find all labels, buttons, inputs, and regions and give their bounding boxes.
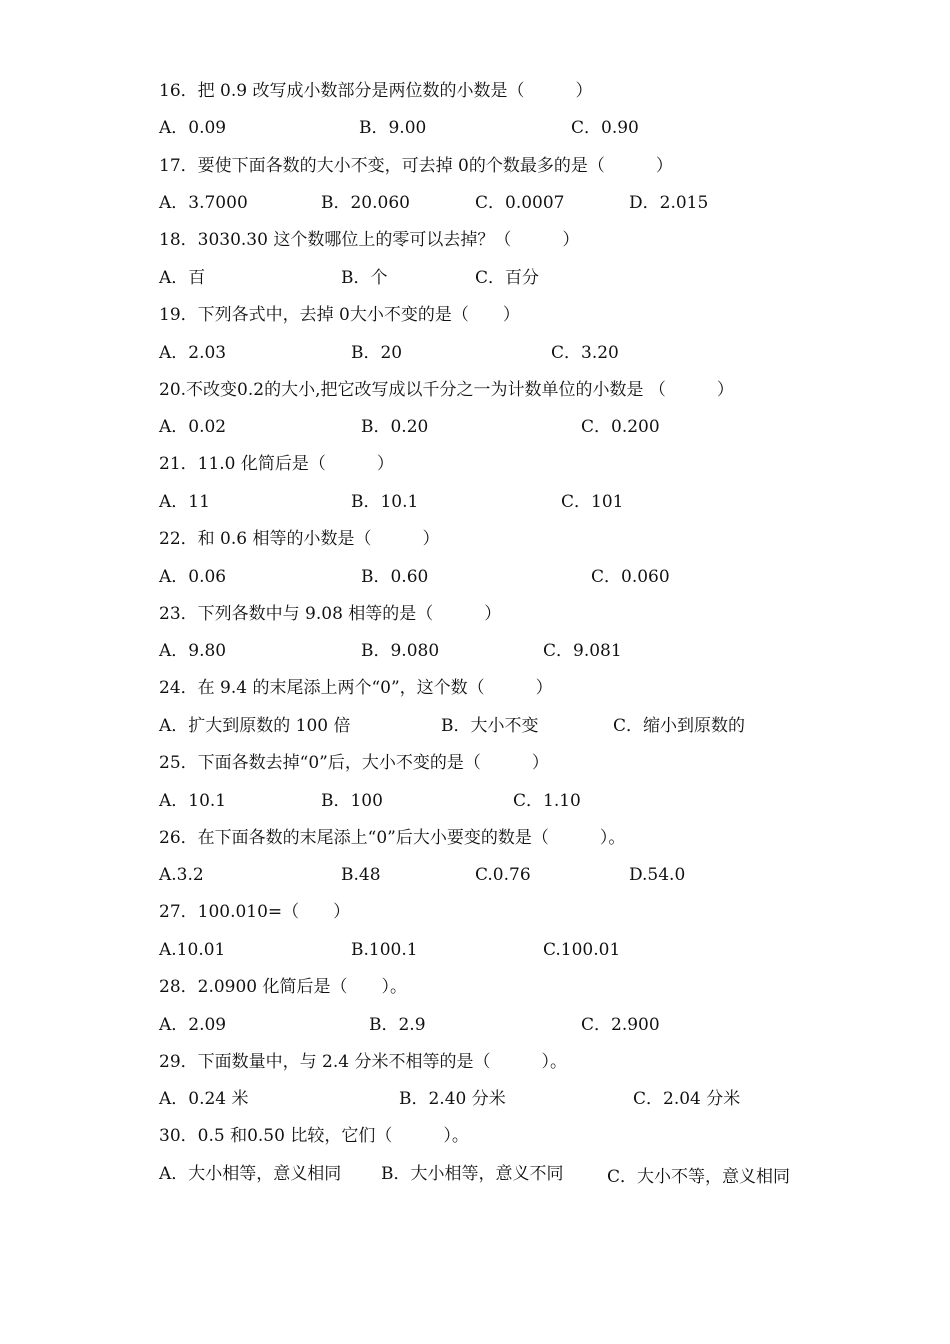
option-b: B．20.060 xyxy=(321,193,410,213)
question-23-stem: 23．下列各数中与 9.08 相等的是（ ） xyxy=(159,604,502,624)
option-b: B．大小不变 xyxy=(441,716,539,736)
question-23-options xyxy=(159,636,819,666)
question-25-options xyxy=(159,786,819,816)
option-a: A．0.02 xyxy=(159,417,227,437)
question-18-options xyxy=(159,263,819,293)
option-d: D．2.015 xyxy=(629,193,709,213)
question-20-options xyxy=(159,412,819,442)
option-a: A．0.09 xyxy=(159,118,227,138)
option-c: C．9.081 xyxy=(543,641,622,661)
question-26-options xyxy=(159,860,819,890)
question-30-stem: 30．0.5 和0.50 比较，它们（ ）。 xyxy=(159,1126,469,1146)
question-22-options xyxy=(159,562,819,592)
option-c: C．0.90 xyxy=(571,118,639,138)
option-b: B．2.40 分米 xyxy=(399,1089,506,1109)
option-c: C．2.04 分米 xyxy=(633,1089,741,1109)
option-a: A．百 xyxy=(159,268,206,288)
option-a: A．2.03 xyxy=(159,343,227,363)
option-b: B．大小相等，意义不同 xyxy=(381,1164,564,1184)
question-20-stem: 20.不改变0.2的大小,把它改写成以千分之一为计数单位的小数是 （ ） xyxy=(159,380,734,400)
option-a: A．10.1 xyxy=(159,791,227,811)
option-a: A．2.09 xyxy=(159,1015,227,1035)
question-24-options xyxy=(159,711,819,741)
question-17-stem: 17．要使下面各数的大小不变，可去掉 0的个数最多的是（ ） xyxy=(159,156,673,176)
question-21-stem: 21．11.0 化简后是（ ） xyxy=(159,454,394,474)
question-25-stem: 25．下面各数去掉“0”后，大小不变的是（ ） xyxy=(159,753,549,773)
question-29-stem: 29．下面数量中，与 2.4 分米不相等的是（ ）。 xyxy=(159,1052,567,1072)
option-c: C．2.900 xyxy=(581,1015,660,1035)
option-d: D.54.0 xyxy=(629,865,686,885)
option-c: C.100.01 xyxy=(543,940,621,960)
option-c: C．0.060 xyxy=(591,567,670,587)
option-b: B.100.1 xyxy=(351,940,418,960)
question-24-stem: 24．在 9.4 的末尾添上两个“0”，这个数（ ） xyxy=(159,678,553,698)
question-19-options xyxy=(159,338,819,368)
option-a: A．大小相等，意义相同 xyxy=(159,1164,342,1184)
option-a: A．11 xyxy=(159,492,210,512)
question-16-options xyxy=(159,113,819,143)
question-28-stem: 28．2.0900 化简后是（ ）。 xyxy=(159,977,408,997)
option-c: C．大小不等，意义相同 xyxy=(607,1167,791,1187)
option-a: A.10.01 xyxy=(159,940,226,960)
option-b: B．9.00 xyxy=(359,118,427,138)
question-17-options xyxy=(159,188,819,218)
option-b: B．9.080 xyxy=(361,641,440,661)
question-28-options xyxy=(159,1010,819,1040)
option-c: C．1.10 xyxy=(513,791,581,811)
option-c: C.0.76 xyxy=(475,865,531,885)
option-b: B．20 xyxy=(351,343,403,363)
option-b: B．100 xyxy=(321,791,383,811)
question-30-options xyxy=(159,1159,819,1189)
option-a: A．3.7000 xyxy=(159,193,248,213)
option-b: B．2.9 xyxy=(369,1015,426,1035)
option-b: B．0.60 xyxy=(361,567,429,587)
question-26-stem: 26．在下面各数的末尾添上“0”后大小要变的数是（ ）。 xyxy=(159,828,626,848)
option-c: C．缩小到原数的 xyxy=(613,716,746,736)
option-b: B．10.1 xyxy=(351,492,419,512)
option-c: C．百分 xyxy=(475,268,540,288)
question-22-stem: 22．和 0.6 相等的小数是（ ） xyxy=(159,529,440,549)
question-16-stem: 16．把 0.9 改写成小数部分是两位数的小数是（ ） xyxy=(159,81,593,101)
option-a: A.3.2 xyxy=(159,865,204,885)
question-18-stem: 18．3030.30 这个数哪位上的零可以去掉？（ ） xyxy=(159,230,580,250)
question-27-stem: 27．100.010=（ ） xyxy=(159,902,351,922)
question-19-stem: 19．下列各式中，去掉 0大小不变的是（ ） xyxy=(159,305,520,325)
option-a: A．9.80 xyxy=(159,641,227,661)
option-a: A．0.24 米 xyxy=(159,1089,249,1109)
option-b: B.48 xyxy=(341,865,381,885)
option-c: C．3.20 xyxy=(551,343,619,363)
option-b: B．0.20 xyxy=(361,417,429,437)
question-29-options xyxy=(159,1084,819,1114)
option-c: C．0.0007 xyxy=(475,193,565,213)
option-a: A．扩大到原数的 100 倍 xyxy=(159,716,351,736)
option-a: A．0.06 xyxy=(159,567,227,587)
option-c: C．0.200 xyxy=(581,417,660,437)
question-27-options xyxy=(159,935,819,965)
option-b: B．个 xyxy=(341,268,388,288)
question-21-options xyxy=(159,487,819,517)
option-c: C．101 xyxy=(561,492,624,512)
